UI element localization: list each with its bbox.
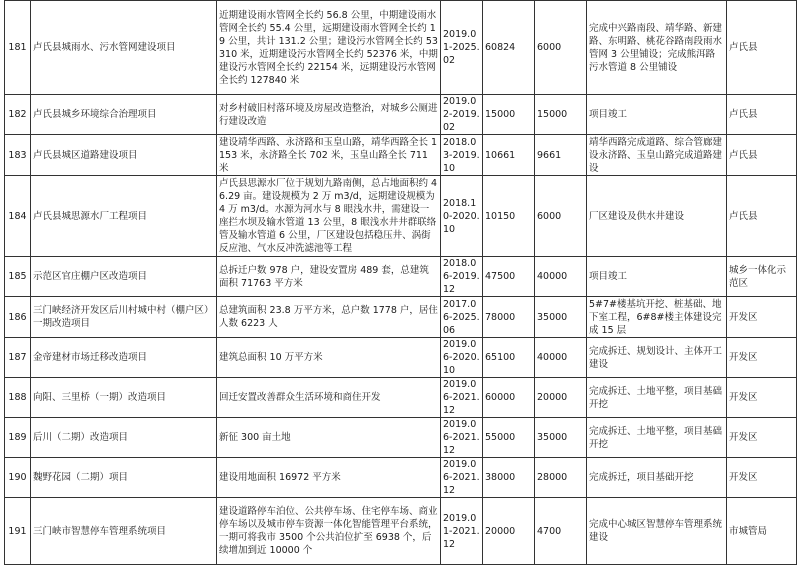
row-number: 189: [5, 418, 31, 458]
total-investment: 65100: [483, 338, 535, 378]
construction-scale: 对乡村破旧村落环境及房屋改造整治，对城乡公厕进行建设改造: [217, 95, 441, 135]
progress-target: 完成拆迁，项目基础开挖: [587, 458, 727, 498]
construction-period: 2018.10-2020.10: [441, 176, 483, 257]
annual-plan: 35000: [535, 297, 587, 338]
row-number: 185: [5, 257, 31, 297]
table-row: [5, 176, 797, 257]
total-investment: 78000: [483, 297, 535, 338]
progress-target: 靖华西路完成道路、综合管廊建设永济路、玉皇山路完成道路建设: [587, 135, 727, 176]
progress-target: 厂区建设及供水井建设: [587, 176, 727, 257]
construction-period: 2019.06-2021.12: [441, 378, 483, 418]
annual-plan: 4700: [535, 498, 587, 565]
table-row: [5, 378, 797, 418]
progress-target: 完成拆迁、土地平整，项目基础开挖: [587, 418, 727, 458]
construction-period: 2019.01-2025.02: [441, 1, 483, 95]
project-name: 三门峡市智慧停车管理系统项目: [31, 498, 217, 565]
annual-plan: 35000: [535, 418, 587, 458]
construction-scale: 建设道路停车泊位、公共停车场、住宅停车场、商业停车场以及城市停车资源一体化智能管理平台系统，一期可将我市 3500 个公共泊位扩至 6938 个，后续增加到近 10000 个: [217, 498, 441, 565]
responsible-unit: 开发区: [727, 297, 797, 338]
construction-scale: 近期建设雨水管网全长约 56.8 公里，中期建设雨水管网全长约 55.4 公里，远期建设雨水管网全长约 19 公里，共计 131.2 公里；建设污水管网全长约 53310 米，近期建设污水管网全长约 52376 米，中期建设污水管网全长约 22154 米，远期建设污水管网全长约 127840 米: [217, 1, 441, 95]
row-number: 184: [5, 176, 31, 257]
project-name: 示范区官庄棚户区改造项目: [31, 257, 217, 297]
total-investment: 10661: [483, 135, 535, 176]
annual-plan: 9661: [535, 135, 587, 176]
construction-scale: 总建筑面积 23.8 万平方米，总户数 1778 户，居住人数 6223 人: [217, 297, 441, 338]
responsible-unit: 卢氏县: [727, 135, 797, 176]
progress-target: 完成中心城区智慧停车管理系统建设: [587, 498, 727, 565]
responsible-unit: 卢氏县: [727, 95, 797, 135]
construction-period: 2019.06-2021.12: [441, 458, 483, 498]
total-investment: 20000: [483, 498, 535, 565]
total-investment: 10150: [483, 176, 535, 257]
project-table: [4, 0, 797, 565]
progress-target: 项目竣工: [587, 257, 727, 297]
table-row: [5, 418, 797, 458]
table-row: [5, 257, 797, 297]
construction-scale: 建筑总面积 10 万平方米: [217, 338, 441, 378]
row-number: 183: [5, 135, 31, 176]
table-row: [5, 338, 797, 378]
progress-target: 5#7#楼基坑开挖、桩基础、地下室工程，6#8#楼主体建设完成 15 层: [587, 297, 727, 338]
project-name: 卢氏县城思源水厂工程项目: [31, 176, 217, 257]
project-name: 后川（二期）改造项目: [31, 418, 217, 458]
project-name: 向阳、三里桥（一期）改造项目: [31, 378, 217, 418]
row-number: 182: [5, 95, 31, 135]
responsible-unit: 卢氏县: [727, 1, 797, 95]
row-number: 181: [5, 1, 31, 95]
construction-scale: 回迁安置改善群众生活环境和商住开发: [217, 378, 441, 418]
construction-period: 2019.02-2019.02: [441, 95, 483, 135]
annual-plan: 6000: [535, 1, 587, 95]
project-name: 魏野花园（二期）项目: [31, 458, 217, 498]
construction-period: 2019.06-2021.12: [441, 418, 483, 458]
row-number: 186: [5, 297, 31, 338]
annual-plan: 40000: [535, 338, 587, 378]
table-row: [5, 1, 797, 95]
table-row: [5, 498, 797, 565]
project-name: 卢氏县城雨水、污水管网建设项目: [31, 1, 217, 95]
project-name: 三门峡经济开发区后川村城中村（棚户区）一期改造项目: [31, 297, 217, 338]
table-row: [5, 95, 797, 135]
total-investment: 60000: [483, 378, 535, 418]
responsible-unit: 市城管局: [727, 498, 797, 565]
responsible-unit: 开发区: [727, 418, 797, 458]
row-number: 190: [5, 458, 31, 498]
progress-target: 项目竣工: [587, 95, 727, 135]
responsible-unit: 开发区: [727, 378, 797, 418]
row-number: 187: [5, 338, 31, 378]
responsible-unit: 开发区: [727, 338, 797, 378]
construction-scale: 总拆迁户数 978 户，建设安置房 489 套，总建筑面积 71763 平方米: [217, 257, 441, 297]
row-number: 188: [5, 378, 31, 418]
responsible-unit: 卢氏县: [727, 176, 797, 257]
progress-target: 完成拆迁、土地平整，项目基础开挖: [587, 378, 727, 418]
construction-scale: 新征 300 亩土地: [217, 418, 441, 458]
table-row: [5, 297, 797, 338]
total-investment: 60824: [483, 1, 535, 95]
construction-scale: 建设靖华西路、永济路和玉皇山路，靖华西路全长 1153 米，永济路全长 702 米，玉皇山路全长 711 米: [217, 135, 441, 176]
project-name: 金帝建材市场迁移改造项目: [31, 338, 217, 378]
total-investment: 47500: [483, 257, 535, 297]
project-name: 卢氏县城区道路建设项目: [31, 135, 217, 176]
annual-plan: 15000: [535, 95, 587, 135]
construction-scale: 卢氏县思源水厂位于规划九路南侧，总占地面积约 46.29 亩。建设规模为 2 万 m3/d，远期建设规模为 4 万 m3/d。水源为河水与 8 眼浅水井，需建设一座拦水坝及输水管道 13 公里，8 眼浅水井井群联络管及输水管道 6 公里，厂区建设包括稳压井、涡街反应池、气水反冲洗滤池等工程: [217, 176, 441, 257]
total-investment: 55000: [483, 418, 535, 458]
total-investment: 38000: [483, 458, 535, 498]
row-number: 191: [5, 498, 31, 565]
progress-target: 完成拆迁、规划设计、主体开工建设: [587, 338, 727, 378]
table-row: [5, 135, 797, 176]
construction-period: 2018.03-2019.10: [441, 135, 483, 176]
construction-period: 2019.01-2021.12: [441, 498, 483, 565]
progress-target: 完成中兴路南段、靖华路、新建路、东明路、桃花谷路南段雨水管网 3 公里铺设；完成熊洱路污水管道 8 公里铺设: [587, 1, 727, 95]
project-name: 卢氏县城乡环境综合治理项目: [31, 95, 217, 135]
responsible-unit: 开发区: [727, 458, 797, 498]
annual-plan: 20000: [535, 378, 587, 418]
annual-plan: 40000: [535, 257, 587, 297]
responsible-unit: 城乡一体化示范区: [727, 257, 797, 297]
construction-period: 2019.06-2020.10: [441, 338, 483, 378]
annual-plan: 6000: [535, 176, 587, 257]
construction-period: 2017.06-2025.06: [441, 297, 483, 338]
construction-period: 2018.06-2019.12: [441, 257, 483, 297]
annual-plan: 28000: [535, 458, 587, 498]
table-row: [5, 458, 797, 498]
construction-scale: 建设用地面积 16972 平方米: [217, 458, 441, 498]
total-investment: 15000: [483, 95, 535, 135]
